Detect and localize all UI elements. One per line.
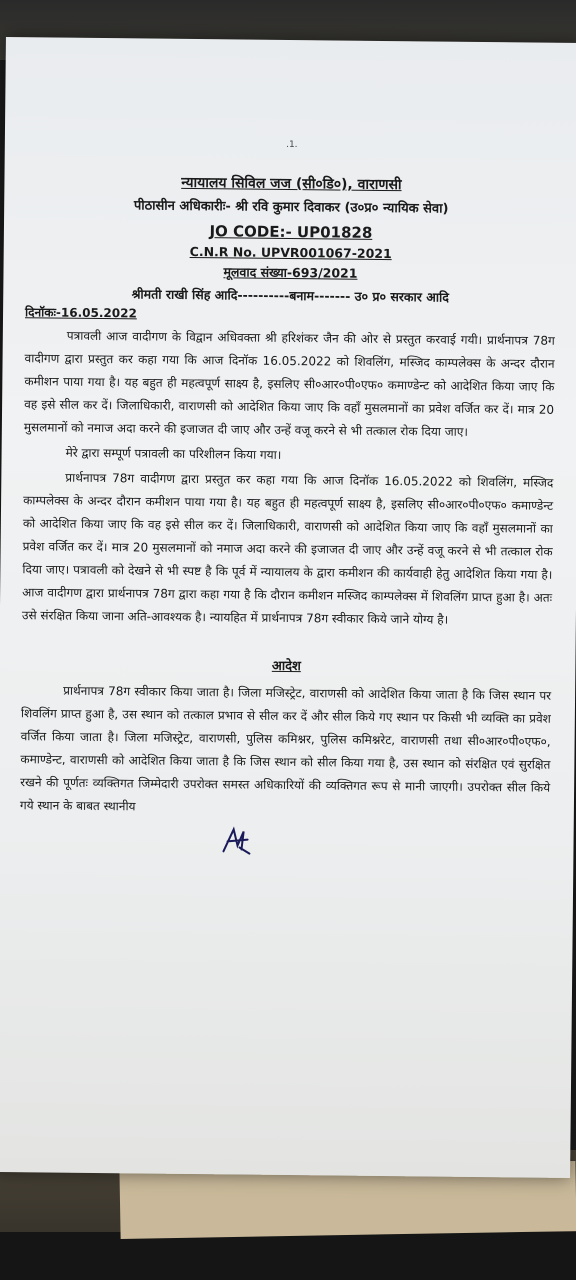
paragraph-2: मेरे द्वारा सम्पूर्ण पत्रावली का परिशीलन किया गया। [65,445,282,462]
court-title: न्यायालय सिविल जज (सी०डि०), वाराणसी [181,174,402,194]
paragraph-4: प्रार्थनापत्र 78ग स्वीकार किया जाता है। जिला मजिस्ट्रेट, वाराणसी को आदेशित किया जाता है कि जिस स्थान पर शिवलिंग प्राप्त हुआ है, उस स्थान को तत्काल प्रभाव से सील कर दें और सील किये गए स्थान पर किसी भी व्यक्ति का प्रवेश वर्जित किया जाता है। जिला मजिस्ट्रेट, वाराणसी, पुलिस कमिश्नर, पुलिस कमिश्नरेट, वाराणसी तथा सी०आर०पी०एफ०, कमाण्डेन्ट, वाराणसी को आदेशित किया जाता है कि जिस स्थान को सील किया गया है, उस स्थान को संरक्षित एवं सुरक्षित रखने की पूर्णतः व्यक्तिगत जिम्मेदारी उपरोक्त समस्त अधिकारियों की व्यक्तिगत रूप से मानी जाएगी। उपरोक्त सील किये गये स्थान के बाबत स्थानीय [19,683,552,814]
table-edge [0,1232,576,1280]
document-page [0,37,576,1178]
paragraph-1: पत्रावली आज वादीगण के विद्वान अधिवक्ता श्री हरिशंकर जैन की ओर से प्रस्तुत करवाई गयी। प्रार्थनापत्र 78ग वादीगण द्वारा प्रस्तुत कर कहा गया कि आज दिनॉक 16.05.2022 को शिवलिंग, मस्जिद काम्पलेक्स के अन्दर दौरान कमीशन पाया गया है। यह बहुत ही महत्वपूर्ण साक्ष्य है, इसलिए सी०आर०पी०एफ० कमाण्डेन्ट को आदेशित किया जाए कि वह इसे सील कर दें। जिलाधिकारी, वाराणसी को आदेशित किया जाए कि वहाँ मुसलमानों का प्रवेश वर्जित कर दें। मात्र 20 मुसलमानों को नमाज अदा करने की इजाजत दी जाए और उन्हें वजू करने से भी तत्काल रोक दिया जाए। [23,328,555,439]
jo-code: JO CODE:- UP01828 [209,222,373,242]
signature-icon [219,823,253,857]
suit-number: मूलवाद संख्या-693/2021 [223,264,358,281]
parties-line: श्रीमती राखी सिंह आदि----------बनाम------- उ० प्र० सरकार आदि [131,286,449,305]
cnr-number: C.N.R No. UPVR001067-2021 [189,243,392,262]
order-heading: आदेश [271,658,301,675]
presiding-officer: पीठासीन अधिकारीः- श्री रवि कुमार दिवाकर (उ०प्र० न्यायिक सेवा) [133,198,449,217]
paragraph-3: प्रार्थनापत्र 78ग वादीगण द्वारा प्रस्तुत कर कहा गया कि आज दिनॉक 16.05.2022 को शिवलिंग, मस्जिद काम्पलेक्स के अन्दर दौरान कमीशन पाया गया है। यह बहुत ही महत्वपूर्ण साक्ष्य है, इसलिए सी०आर०पी०एफ० कमाण्डेन्ट को आदेशित किया जाए कि वह इसे सील कर दें। जिलाधिकारी, वाराणसी को आदेशित किया जाए कि वहाँ मुसलमानों का प्रवेश वर्जित कर दें। मात्र 20 मुसलमानों को नमाज अदा करने की इजाजत दी जाए और उन्हें वजू करने से भी तत्काल रोक दिया जाए। पत्रावली को देखने से भी स्पष्ट है कि पूर्व में न्यायालय के द्वारा कमीशन की कार्यवाही हेतु आदेशित किया गया है। आज वादीगण द्वारा प्रार्थनापत्र 78ग द्वारा कहा गया है कि दौरान कमीशन मस्जिद काम्पलेक्स में शिवलिंग प्राप्त हुआ है। अतः उसे संरक्षित किया जाना अति-आवश्यक है। न्यायहित में प्रार्थनापत्र 78ग स्वीकार किये जाने योग्य है। [21,470,554,627]
order-date: दिनॉकः-16.05.2022 [25,305,137,321]
page-number: .1. [286,139,298,151]
document-content [19,137,557,865]
